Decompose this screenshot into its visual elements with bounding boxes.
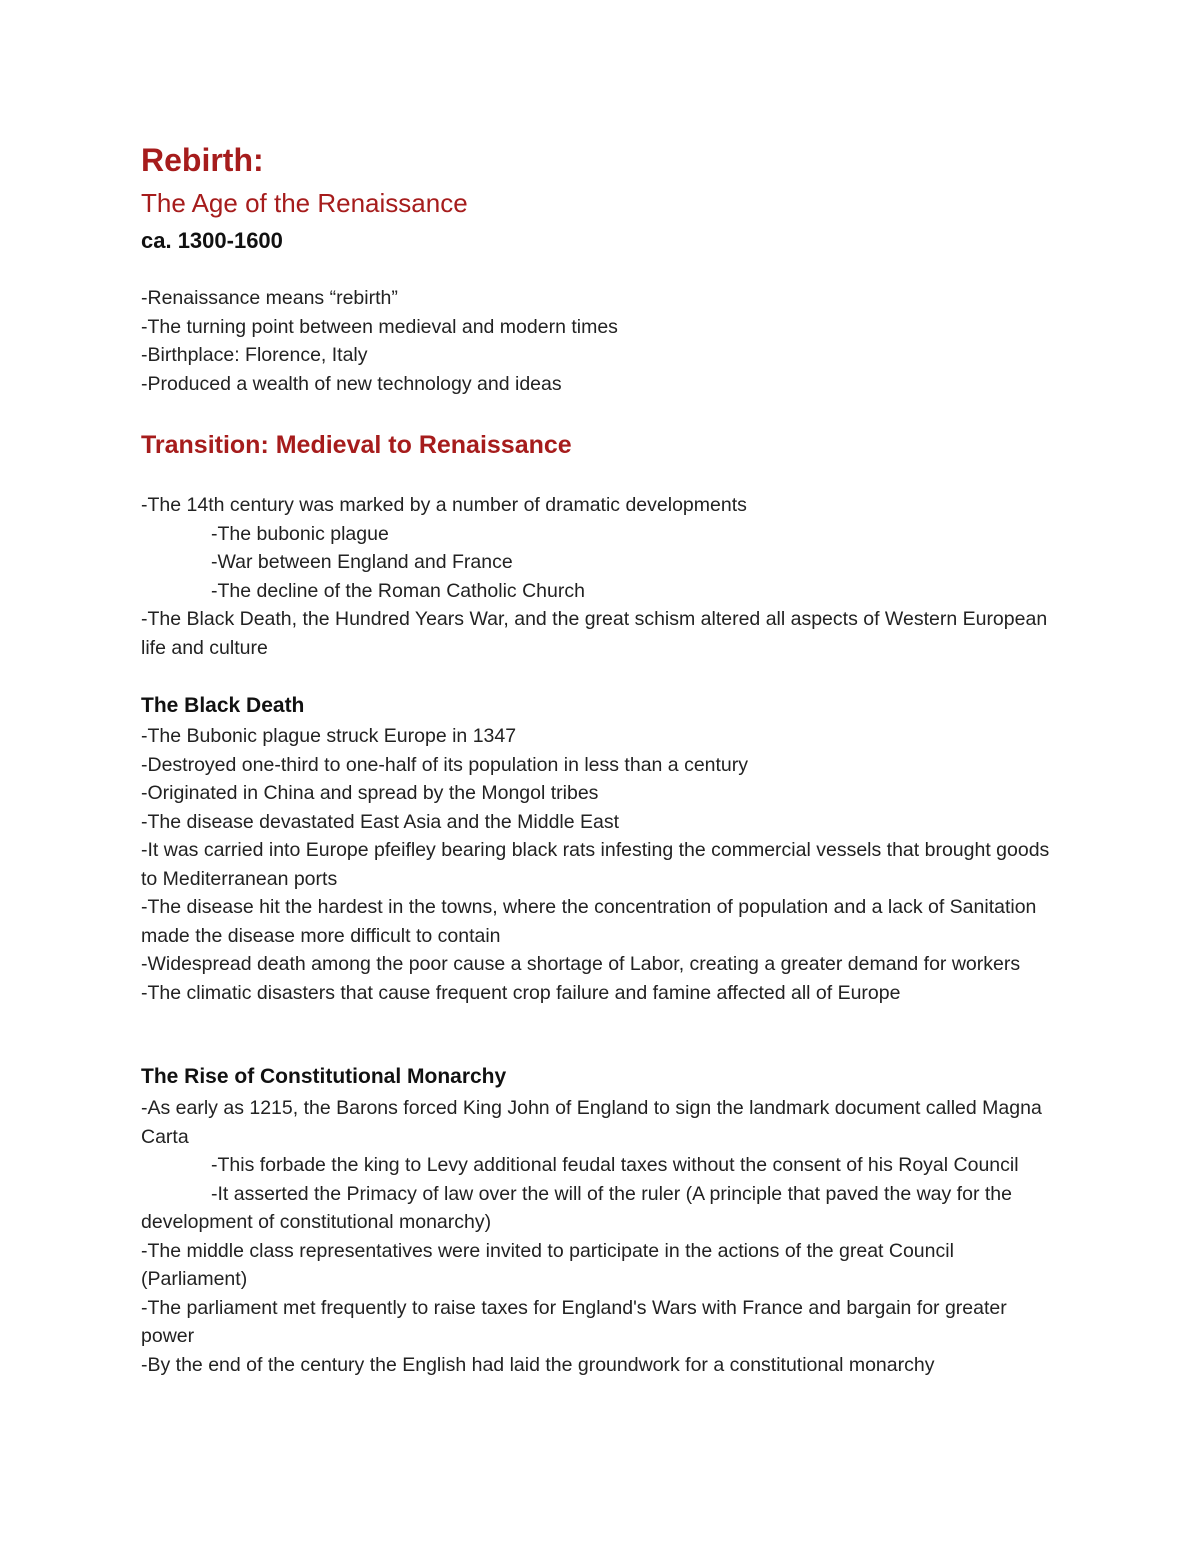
list-item: -The Bubonic plague struck Europe in 1347 <box>141 725 517 747</box>
list-item: -Widespread death among the poor cause a shortage of Labor, creating a greater demand for workers <box>141 953 1021 975</box>
transition-list <box>141 491 1056 662</box>
list-item: -As early as 1215, the Barons forced King John of England to sign the landmark document called Magna Carta <box>141 1097 1042 1148</box>
sub-list-item: -The decline of the Roman Catholic Church <box>211 579 585 602</box>
list-item: -The Black Death, the Hundred Years War, and the great schism altered all aspects of Western European life and culture <box>141 608 1048 659</box>
list-item: -The parliament met frequently to raise taxes for England's Wars with France and bargain for greater power <box>141 1296 1007 1347</box>
list-item: -Renaissance means “rebirth” <box>141 287 398 309</box>
list-item: -The middle class representatives were invited to participate in the actions of the great Council (Parliament) <box>141 1239 954 1290</box>
list-item: -The disease hit the hardest in the towns, where the concentration of population and a lack of Sanitation made the disease more difficult to contain <box>141 896 1037 947</box>
list-item: -The 14th century was marked by a number of dramatic developments <box>141 494 747 516</box>
list-item: -Originated in China and spread by the Mongol tribes <box>141 782 599 804</box>
list-item: -The turning point between medieval and modern times <box>141 315 618 338</box>
sub-list-item: -The bubonic plague <box>211 522 389 545</box>
sub-list-item: -This forbade the king to Levy additional feudal taxes without the consent of his Royal Council <box>211 1154 1019 1176</box>
list-item: -Produced a wealth of new technology and ideas <box>141 372 562 395</box>
monarchy-list <box>141 1094 1056 1379</box>
section-heading-black-death: The Black Death <box>141 694 305 717</box>
document-title: Rebirth: <box>141 142 264 178</box>
black-death-list <box>141 722 1056 1007</box>
list-item: -By the end of the century the English had laid the groundwork for a constitutional monarchy <box>141 1353 935 1376</box>
list-item: -Birthplace: Florence, Italy <box>141 344 368 366</box>
intro-list <box>141 284 1056 398</box>
list-item: -The disease devastated East Asia and the Middle East <box>141 810 620 833</box>
sub-list-item: -It asserted the Primacy of law over the will of the ruler (A principle that paved the way for the development of constitutional monarchy) <box>141 1182 1012 1233</box>
list-item: -It was carried into Europe pfeifley bearing black rats infesting the commercial vessels that brought goods to Mediterranean ports <box>141 839 1050 890</box>
document-subtitle: The Age of the Renaissance <box>141 188 468 218</box>
list-item: -The climatic disasters that cause frequent crop failure and famine affected all of Europe <box>141 981 901 1004</box>
section-heading-transition: Transition: Medieval to Renaissance <box>141 431 572 459</box>
sub-list-item: -War between England and France <box>211 551 513 573</box>
date-range: ca. 1300-1600 <box>141 228 283 253</box>
list-item: -Destroyed one-third to one-half of its population in less than a century <box>141 753 749 776</box>
section-heading-monarchy: The Rise of Constitutional Monarchy <box>141 1065 507 1088</box>
